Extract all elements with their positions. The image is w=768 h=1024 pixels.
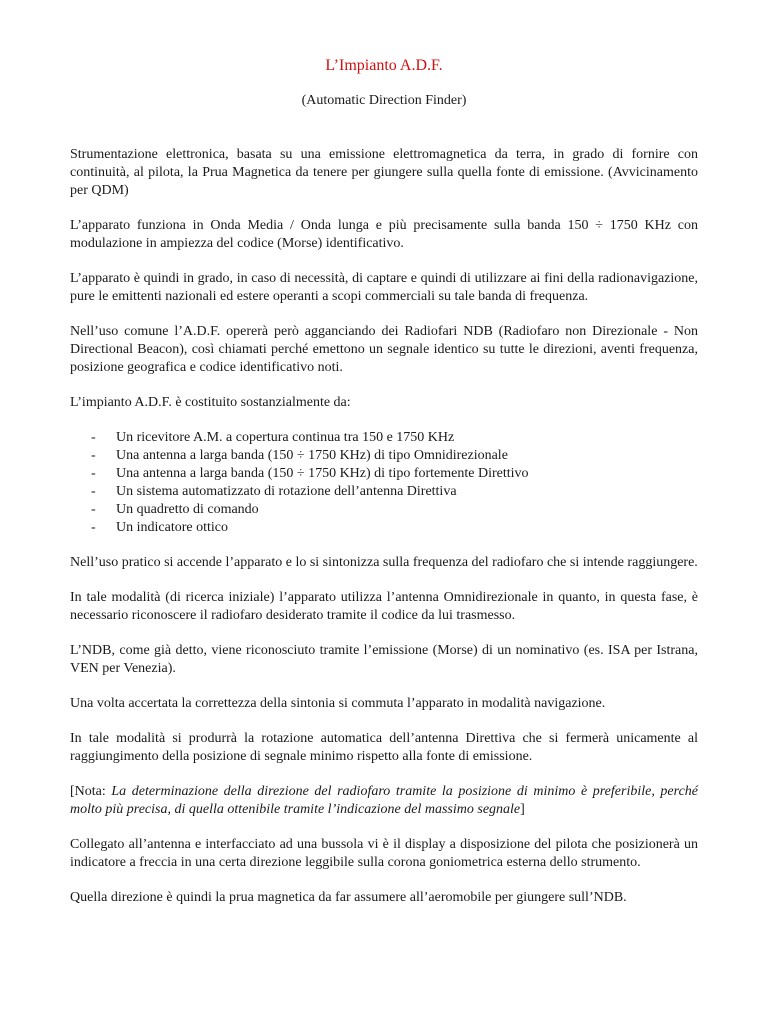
list-item — [70, 447, 698, 465]
document-subtitle: (Automatic Direction Finder) — [301, 93, 467, 108]
list-item — [70, 519, 698, 537]
note-suffix: ] — [520, 802, 525, 817]
paragraph: Quella direzione è quindi la prua magnetica da far assumere all’aeromobile per giungere sull’NDB. — [70, 890, 627, 905]
note-text: La determinazione della direzione del radiofaro tramite la posizione di minimo è preferibile, perché molto più precisa, di quella ottenibile tramite l’indicazione del massimo segnale — [70, 784, 698, 817]
paragraph: In tale modalità si produrrà la rotazione automatica dell’antenna Direttiva che si fermerà unicamente al raggiungimento della posizione di segnale minimo rispetto alla fonte di emissione. — [70, 731, 698, 764]
list-item — [70, 465, 698, 483]
list-dash: - — [91, 520, 96, 535]
paragraph: L’impianto A.D.F. è costituito sostanzialmente da: — [70, 395, 351, 410]
paragraph: In tale modalità (di ricerca iniziale) l’apparato utilizza l’antenna Omnidirezionale in quanto, in questa fase, è necessario riconoscere il radiofaro desiderato tramite il codice da lui trasmesso. — [70, 590, 698, 623]
note-prefix: [Nota: — [70, 784, 112, 799]
list-dash: - — [91, 430, 96, 445]
list-item-text: Un ricevitore A.M. a copertura continua tra 150 e 1750 KHz — [116, 430, 455, 445]
paragraph: Nell’uso pratico si accende l’apparato e lo si sintonizza sulla frequenza del radiofaro che si intende raggiungere. — [70, 555, 698, 570]
paragraph: Strumentazione elettronica, basata su una emissione elettromagnetica da terra, in grado di fornire con continuità, al pilota, la Prua Magnetica da tenere per giungere sulla quella fonte di emissione. (Avvicinamento per QDM) — [70, 147, 698, 198]
list-item-text: Una antenna a larga banda (150 ÷ 1750 KHz) di tipo Omnidirezionale — [116, 448, 508, 463]
list-item — [70, 483, 698, 501]
list-dash: - — [91, 448, 96, 463]
list-dash: - — [91, 466, 96, 481]
paragraph: L’apparato è quindi in grado, in caso di necessità, di captare e quindi di utilizzare ai fini della radionavigazione, pure le emittenti nazionali ed estere operanti a scopi commerciali su tale banda di frequenza. — [70, 271, 698, 304]
list-item-text: Un quadretto di comando — [116, 502, 259, 517]
list-dash: - — [91, 502, 96, 517]
list-item-text: Un sistema automatizzato di rotazione dell’antenna Direttiva — [116, 484, 457, 499]
list-item — [70, 429, 698, 447]
document-title: L’Impianto A.D.F. — [325, 57, 443, 74]
paragraph: Una volta accertata la correttezza della sintonia si commuta l’apparato in modalità navigazione. — [70, 696, 606, 711]
document-body — [70, 146, 698, 924]
list-dash: - — [91, 484, 96, 499]
list-item-text: Un indicatore ottico — [116, 520, 228, 535]
components-list — [70, 429, 698, 537]
list-item-text: Una antenna a larga banda (150 ÷ 1750 KHz) di tipo fortemente Direttivo — [116, 466, 529, 481]
list-item — [70, 501, 698, 519]
paragraph: L’apparato funziona in Onda Media / Onda lunga e più precisamente sulla banda 150 ÷ 1750 KHz con modulazione in ampiezza del codice (Morse) identificativo. — [70, 218, 698, 251]
paragraph: Collegato all’antenna e interfacciato ad una bussola vi è il display a disposizione del pilota che posizionerà un indicatore a freccia in una certa direzione leggibile sulla corona goniometrica esterna dello strumento. — [70, 837, 698, 870]
paragraph: Nell’uso comune l’A.D.F. opererà però agganciando dei Radiofari NDB (Radiofaro non Direzionale - Non Directional Beacon), così chiamati perché emettono un segnale identico su tutte le direzioni, aventi frequenza, posizione geografica e codice identificativo noti. — [70, 324, 698, 375]
note-paragraph — [70, 783, 698, 819]
paragraph: L’NDB, come già detto, viene riconosciuto tramite l’emissione (Morse) di un nominativo (es. ISA per Istrana, VEN per Venezia). — [70, 643, 698, 676]
